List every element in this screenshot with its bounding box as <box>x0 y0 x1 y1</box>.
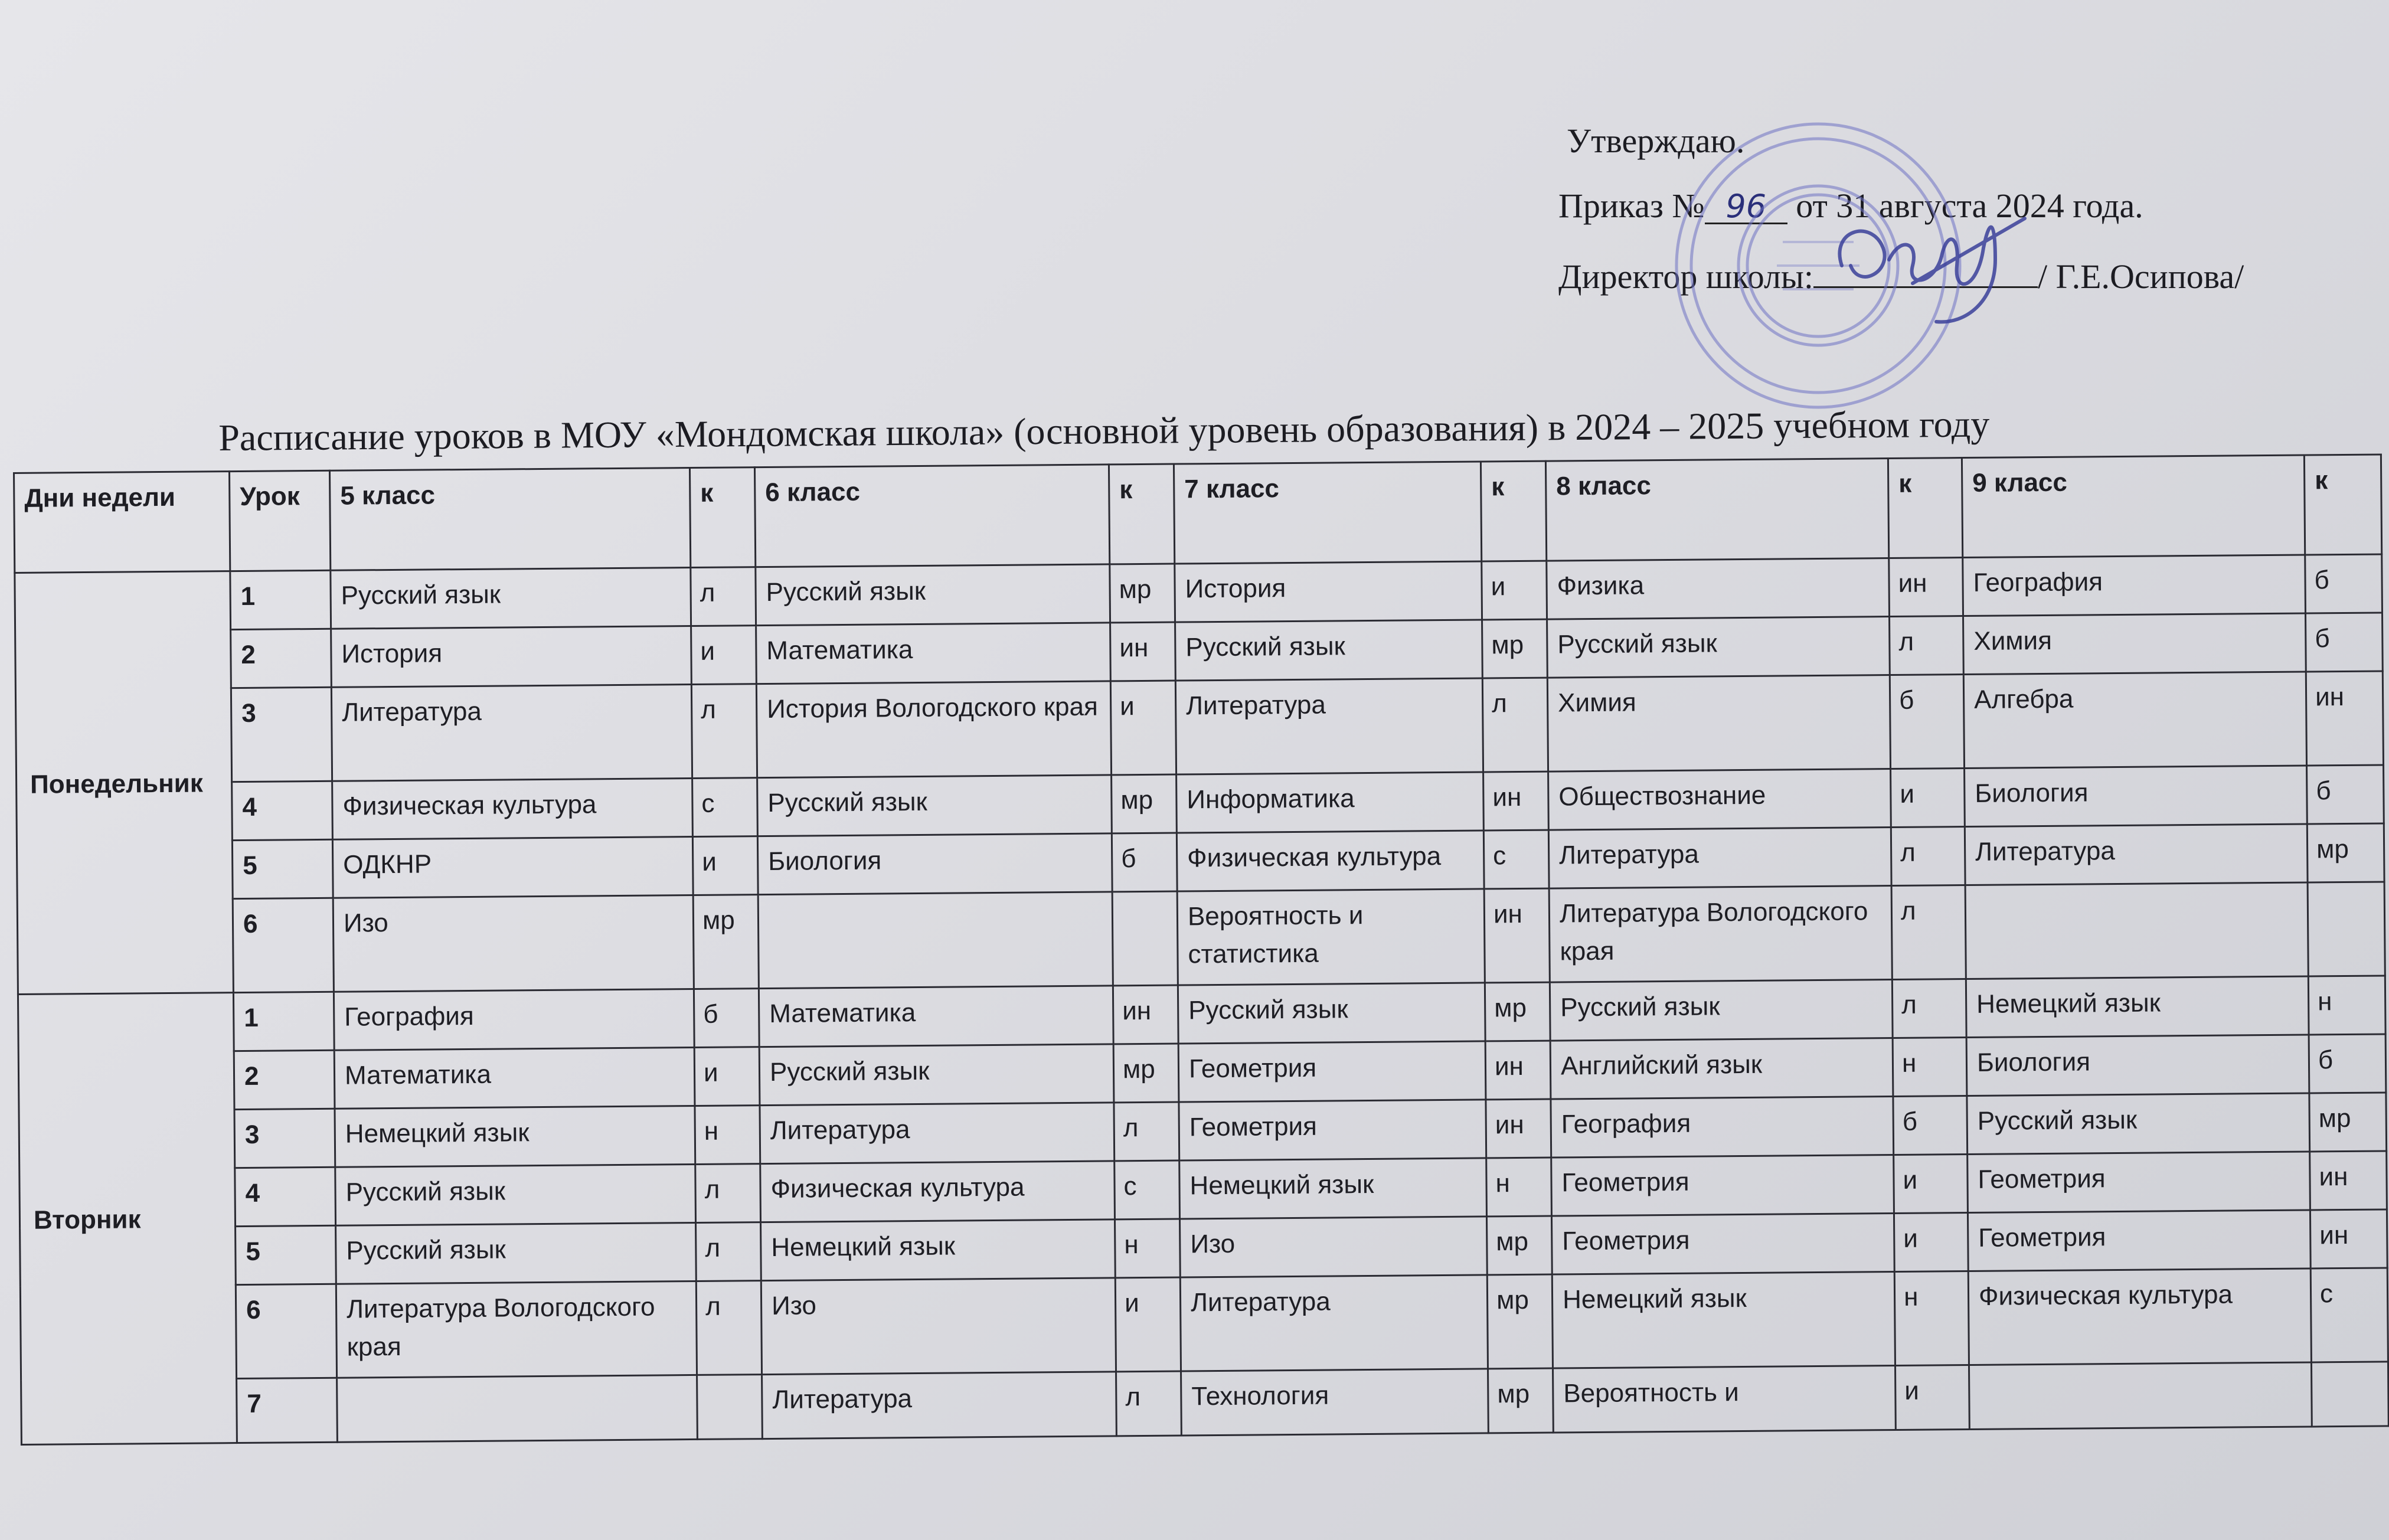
room-cell: и <box>692 836 758 895</box>
room-cell: л <box>1892 979 1966 1038</box>
lesson-number: 2 <box>234 1050 335 1109</box>
room-cell <box>1112 891 1178 986</box>
subject-cell <box>337 1375 698 1442</box>
room-cell: и <box>1894 1155 1968 1214</box>
subject-cell: Геометрия <box>1551 1214 1894 1275</box>
room-cell: б <box>1112 833 1177 892</box>
subject-cell <box>1965 882 2308 979</box>
room-cell <box>697 1375 763 1440</box>
room-cell: б <box>2309 1034 2386 1093</box>
room-cell: мр <box>1487 1274 1553 1369</box>
lesson-number: 6 <box>233 898 334 992</box>
subject-cell: Физическая культура <box>760 1161 1115 1222</box>
subject-cell: История <box>331 626 692 687</box>
room-cell: н <box>1894 1271 1969 1366</box>
room-cell: л <box>696 1222 762 1281</box>
subject-cell: Литература <box>760 1103 1115 1164</box>
subject-cell: Биология <box>1965 766 2308 827</box>
room-cell: мр <box>693 895 759 989</box>
subject-cell: Английский язык <box>1550 1038 1893 1100</box>
subject-cell: Математика <box>334 1047 695 1109</box>
order-line <box>1558 189 2143 224</box>
subject-cell: Физическая культура <box>1176 831 1484 891</box>
subject-cell: Литература <box>1548 828 1891 889</box>
subject-cell: Русский язык <box>336 1222 697 1284</box>
room-cell: л <box>691 567 756 626</box>
room-cell: н <box>695 1106 760 1165</box>
room-cell: ин <box>1486 1099 1551 1158</box>
subject-cell: Обществознание <box>1548 769 1891 831</box>
subject-cell: Геометрия <box>1178 1041 1486 1102</box>
subject-cell: Информатика <box>1176 772 1484 833</box>
header-class-8: 8 класс <box>1545 459 1888 561</box>
lesson-number: 7 <box>237 1378 338 1443</box>
room-cell: и <box>1482 561 1547 620</box>
room-cell: с <box>692 778 758 837</box>
header-lesson: Урок <box>230 470 331 571</box>
order-date: от 31 августа 2024 года. <box>1796 187 2143 225</box>
lesson-number: 3 <box>231 687 332 782</box>
subject-cell: Литература <box>1175 678 1483 774</box>
order-number: 96 <box>1705 191 1787 224</box>
room-cell <box>2311 1362 2388 1427</box>
table-row <box>17 882 2385 994</box>
subject-cell: Литература <box>1180 1275 1488 1371</box>
subject-cell: Биология <box>1966 1035 2309 1096</box>
header-room: к <box>1888 458 1962 558</box>
subject-cell: Вероятность и <box>1553 1366 1896 1433</box>
header-room: к <box>1481 461 1546 561</box>
subject-cell: Русский язык <box>757 775 1112 836</box>
room-cell: мр <box>1488 1368 1554 1433</box>
room-cell: л <box>1890 616 1964 675</box>
subject-cell: Немецкий язык <box>1179 1158 1487 1219</box>
order-prefix: Приказ № <box>1558 187 1705 225</box>
schedule-table-wrap <box>13 454 2388 1446</box>
schedule-table <box>13 453 2389 1445</box>
subject-cell: Изо <box>1179 1217 1487 1277</box>
room-cell: ин <box>1485 1041 1551 1100</box>
room-cell: ин <box>2306 671 2383 766</box>
room-cell: с <box>1483 830 1549 889</box>
lesson-number: 6 <box>236 1284 336 1378</box>
subject-cell: Математика <box>756 623 1111 684</box>
approve-text: Утверждаю. <box>1567 122 1745 160</box>
subject-cell: Изо <box>333 895 694 992</box>
room-cell: и <box>1895 1365 1969 1430</box>
header-class-7: 7 класс <box>1174 462 1481 564</box>
subject-cell: Немецкий язык <box>1966 976 2309 1038</box>
subject-cell: Немецкий язык <box>761 1219 1116 1281</box>
subject-cell: Русский язык <box>1547 617 1890 678</box>
page-title: Расписание уроков в МОУ «Мондомская школа» (основной уровень образования) в 2024 – 2025 учебном году <box>218 403 1990 459</box>
room-cell: л <box>1116 1371 1182 1436</box>
subject-cell: Алгебра <box>1963 672 2306 769</box>
header-class-5: 5 класс <box>329 467 690 570</box>
room-cell: мр <box>2307 823 2384 882</box>
room-cell: ин <box>1484 888 1550 983</box>
room-cell: б <box>2305 613 2383 672</box>
room-cell: б <box>2305 554 2383 613</box>
table-row <box>15 671 2383 783</box>
room-cell: н <box>1893 1038 1967 1097</box>
subject-cell: Немецкий язык <box>1552 1272 1895 1369</box>
room-cell: л <box>1482 678 1548 772</box>
header-class-9: 9 класс <box>1962 455 2305 558</box>
room-cell: и <box>1891 769 1965 828</box>
subject-cell: Физика <box>1547 558 1890 620</box>
room-cell: мр <box>1112 774 1177 833</box>
header-room: к <box>689 467 755 568</box>
lesson-number: 4 <box>235 1167 336 1226</box>
subject-cell: Русский язык <box>335 1164 696 1225</box>
approve-line <box>1567 124 1744 158</box>
subject-cell: Литература <box>762 1372 1117 1439</box>
subject-cell: Изо <box>761 1278 1116 1375</box>
room-cell: л <box>1891 885 1966 980</box>
lesson-number: 4 <box>232 781 333 840</box>
room-cell: и <box>1894 1213 1968 1272</box>
subject-cell: Русский язык <box>759 1044 1114 1106</box>
subject-cell: Вероятность и статистика <box>1177 889 1485 985</box>
room-cell: б <box>2307 765 2384 824</box>
room-cell: л <box>1891 827 1965 886</box>
subject-cell: Русский язык <box>1178 983 1485 1044</box>
subject-cell: Литература <box>331 684 692 781</box>
subject-cell: Технология <box>1181 1369 1489 1436</box>
lesson-number: 1 <box>233 992 334 1051</box>
room-cell: и <box>1110 681 1176 775</box>
subject-cell: Химия <box>1547 675 1890 772</box>
room-cell: б <box>1890 675 1964 769</box>
room-cell: мр <box>1482 619 1548 678</box>
subject-cell: Геометрия <box>1968 1210 2310 1271</box>
subject-cell: Физическая культура <box>1968 1268 2311 1365</box>
room-cell: л <box>691 684 757 779</box>
subject-cell: Геометрия <box>1179 1100 1486 1160</box>
header-class-6: 6 класс <box>754 465 1109 567</box>
room-cell: б <box>1893 1096 1968 1155</box>
subject-cell: Химия <box>1963 613 2306 675</box>
lesson-number: 5 <box>236 1225 336 1284</box>
room-cell: н <box>1115 1219 1180 1278</box>
room-cell: н <box>2308 976 2385 1035</box>
subject-cell: Русский язык <box>331 567 691 629</box>
room-cell: мр <box>1486 1216 1552 1275</box>
room-cell: и <box>1115 1277 1181 1372</box>
room-cell: л <box>696 1281 762 1375</box>
room-cell: н <box>1486 1158 1552 1217</box>
header-room: к <box>2304 455 2381 555</box>
header-room: к <box>1109 464 1174 564</box>
lesson-number: 3 <box>234 1109 335 1168</box>
subject-cell: Математика <box>759 986 1113 1047</box>
subject-cell: География <box>1551 1097 1894 1158</box>
room-cell: б <box>694 989 759 1048</box>
subject-cell: История Вологодского края <box>756 681 1111 778</box>
room-cell: л <box>1114 1102 1179 1161</box>
header-row <box>14 455 2382 573</box>
room-cell: ин <box>1889 558 1963 617</box>
room-cell: и <box>694 1047 760 1106</box>
schedule-body <box>15 554 2388 1444</box>
subject-cell: Немецкий язык <box>335 1106 695 1167</box>
subject-cell: История <box>1175 561 1482 622</box>
subject-cell: География <box>1963 555 2306 616</box>
lesson-number: 1 <box>230 570 331 629</box>
subject-cell: Литература <box>1965 824 2308 885</box>
subject-cell: Биология <box>757 833 1112 895</box>
subject-cell: Литература Вологодского края <box>1549 886 1892 983</box>
subject-cell: Русский язык <box>1550 980 1893 1041</box>
lesson-number: 5 <box>232 839 333 898</box>
subject-cell: Геометрия <box>1551 1155 1894 1217</box>
room-cell: ин <box>1113 985 1178 1044</box>
subject-cell: ОДКНР <box>332 836 693 898</box>
room-cell: мр <box>1485 982 1550 1041</box>
room-cell: ин <box>2310 1209 2387 1268</box>
day-cell: Понедельник <box>15 571 234 995</box>
subject-cell: Физическая культура <box>332 778 693 839</box>
room-cell: ин <box>1110 622 1176 681</box>
subject-cell: Литература Вологодского края <box>336 1281 697 1378</box>
subject-cell: Русский язык <box>1175 620 1483 681</box>
subject-cell: Геометрия <box>1968 1152 2310 1213</box>
day-cell: Вторник <box>18 993 237 1445</box>
room-cell: с <box>2310 1268 2388 1362</box>
room-cell: и <box>691 626 757 685</box>
room-cell: мр <box>2309 1093 2387 1152</box>
signature-line <box>1813 257 2038 288</box>
director-label: Директор школы: <box>1558 257 1813 296</box>
lesson-number: 2 <box>231 629 332 688</box>
subject-cell: География <box>334 989 694 1050</box>
subject-cell <box>758 892 1113 989</box>
table-row <box>20 1268 2388 1380</box>
room-cell: мр <box>1110 564 1175 623</box>
director-name: / Г.Е.Осипова/ <box>2038 257 2244 296</box>
header-day: Дни недели <box>14 472 230 573</box>
director-line <box>1558 257 2244 294</box>
subject-cell <box>1969 1362 2312 1430</box>
room-cell <box>2308 882 2385 976</box>
room-cell: л <box>695 1164 761 1223</box>
room-cell: ин <box>1483 771 1549 831</box>
room-cell: с <box>1115 1160 1180 1219</box>
subject-cell: Русский язык <box>756 564 1110 626</box>
room-cell: ин <box>2310 1151 2387 1210</box>
room-cell: мр <box>1113 1044 1179 1103</box>
subject-cell: Русский язык <box>1967 1093 2310 1155</box>
